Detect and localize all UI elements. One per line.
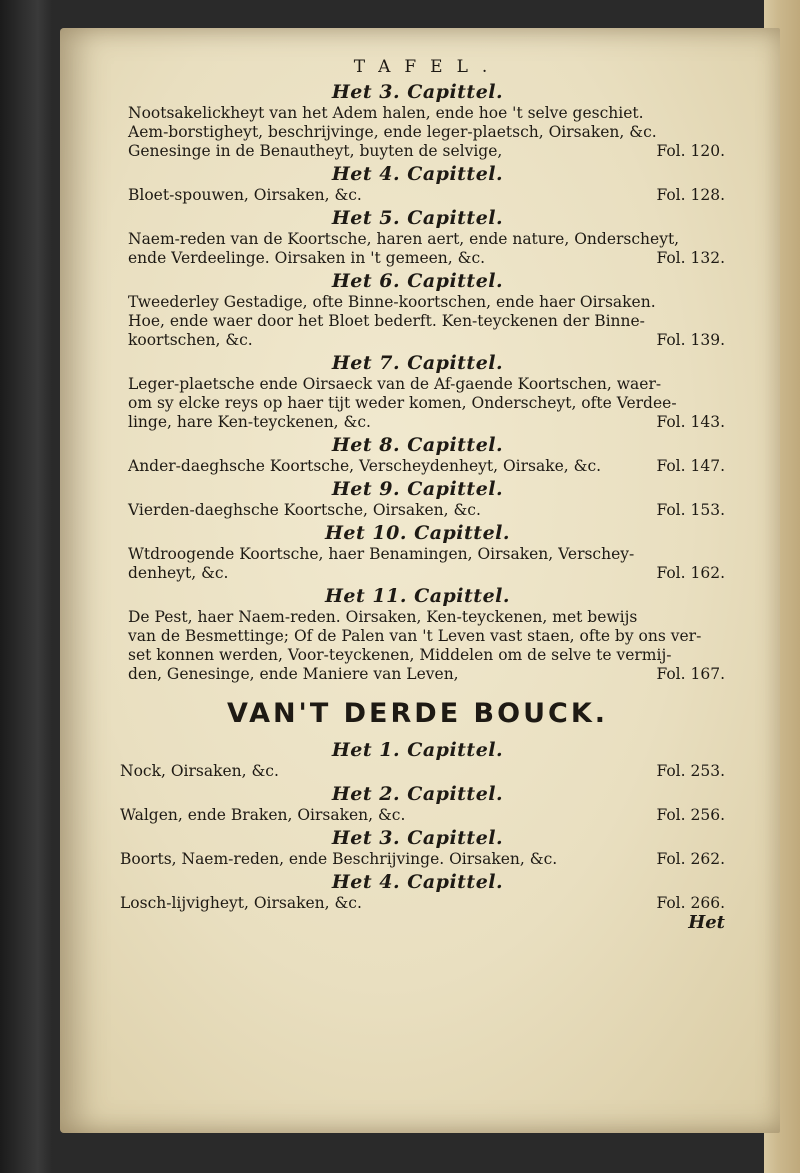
entry-line: De Pest, haer Naem-reden. Oirsaken, Ken-teyckenen, met bewijs	[128, 608, 638, 626]
chapter-heading: Het 6. Capittel.	[331, 270, 504, 292]
entry-line: ende Verdeelinge. Oirsaken in 't gemeen, &c.	[128, 249, 486, 267]
chapter-entry	[110, 608, 725, 684]
folio-number: Fol. 266.	[656, 894, 725, 912]
book-heading: VAN'T DERDE BOUCK.	[227, 698, 608, 729]
folio-number: Fol. 143.	[656, 413, 725, 431]
chapter-heading: Het 8. Capittel.	[331, 434, 504, 456]
entry-line: Vierden-daeghsche Koortsche, Oirsaken, &c.	[128, 501, 481, 519]
section-book-three	[110, 741, 725, 913]
chapter-entry	[110, 806, 725, 825]
chapter-heading: Het 3. Capittel.	[331, 827, 504, 849]
folio-number: Fol. 120.	[656, 142, 725, 160]
entry-line: set konnen werden, Voor-teyckenen, Middelen om de selve te vermij-	[128, 646, 672, 664]
entry-line: Aem-borstigheyt, beschrijvinge, ende leger-plaetsch, Oirsaken, &c.	[128, 123, 657, 141]
folio-number: Fol. 153.	[656, 501, 725, 519]
chapter-heading: Het 5. Capittel.	[331, 207, 504, 229]
folio-number: Fol. 162.	[656, 564, 725, 582]
chapter-heading: Het 7. Capittel.	[331, 352, 504, 374]
chapter-heading: Het 3. Capittel.	[331, 81, 504, 103]
chapter-entry	[110, 545, 725, 583]
catchword: Het	[688, 912, 725, 933]
chapter-entry	[110, 850, 725, 869]
chapter-heading: Het 9. Capittel.	[331, 478, 504, 500]
chapter-heading: Het 11. Capittel.	[324, 585, 510, 607]
entry-line: Tweederley Gestadige, ofte Binne-koortschen, ende haer Oirsaken.	[128, 293, 656, 311]
folio-number: Fol. 253.	[656, 762, 725, 780]
entry-line: denheyt, &c.	[128, 564, 229, 582]
entry-line: van de Besmettinge; Of de Palen van 't Leven vast staen, ofte by ons ver-	[128, 627, 702, 645]
entry-line: Ander-daeghsche Koortsche, Verscheydenheyt, Oirsake, &c.	[128, 457, 602, 475]
folio-number: Fol. 139.	[656, 331, 725, 349]
entry-line: Genesinge in de Benautheyt, buyten de selvige,	[128, 142, 503, 160]
entry-text: Boorts, Naem-reden, ende Beschrijvinge. Oirsaken, &c.	[120, 850, 558, 868]
chapter-heading: Het 1. Capittel.	[331, 739, 504, 761]
entry-text: Losch-lijvigheyt, Oirsaken, &c.	[120, 894, 362, 912]
page-content	[110, 58, 725, 932]
folio-number: Fol. 262.	[656, 850, 725, 868]
chapter-entry	[110, 457, 725, 476]
chapter-entry	[110, 104, 725, 161]
entry-line: Wtdroogende Koortsche, haer Benamingen, Oirsaken, Verschey-	[128, 545, 635, 563]
folio-number: Fol. 147.	[656, 457, 725, 475]
chapter-entry	[110, 501, 725, 520]
entry-line: om sy elcke reys op haer tijt weder komen, Onderscheyt, ofte Verdee-	[128, 394, 677, 412]
chapter-entry	[110, 894, 725, 913]
entry-line: linge, hare Ken-teyckenen, &c.	[128, 413, 371, 431]
chapter-entry	[110, 230, 725, 268]
chapter-heading: Het 10. Capittel.	[324, 522, 510, 544]
folio-number: Fol. 256.	[656, 806, 725, 824]
folio-number: Fol. 167.	[656, 665, 725, 683]
chapter-heading: Het 4. Capittel.	[331, 163, 504, 185]
entry-line: den, Genesinge, ende Maniere van Leven,	[128, 665, 459, 683]
running-head: TAFEL.	[353, 57, 502, 77]
entry-line: Leger-plaetsche ende Oirsaeck van de Af-gaende Koortschen, waer-	[128, 375, 662, 393]
entry-line: Naem-reden van de Koortsche, haren aert, ende nature, Onderscheyt,	[128, 230, 680, 248]
chapter-heading: Het 4. Capittel.	[331, 871, 504, 893]
entry-text: Nock, Oirsaken, &c.	[120, 762, 279, 780]
entry-line: Nootsakelickheyt van het Adem halen, ende hoe 't selve geschiet.	[128, 104, 644, 122]
section-book-two	[110, 83, 725, 684]
chapter-entry	[110, 375, 725, 432]
entry-line: Hoe, ende waer door het Bloet bederft. Ken-teyckenen der Binne-	[128, 312, 645, 330]
chapter-entry	[110, 186, 725, 205]
entry-line: koortschen, &c.	[128, 331, 253, 349]
chapter-entry	[110, 293, 725, 350]
chapter-heading: Het 2. Capittel.	[331, 783, 504, 805]
entry-line: Bloet-spouwen, Oirsaken, &c.	[128, 186, 362, 204]
folio-number: Fol. 128.	[656, 186, 725, 204]
folio-number: Fol. 132.	[656, 249, 725, 267]
entry-text: Walgen, ende Braken, Oirsaken, &c.	[120, 806, 406, 824]
chapter-entry	[110, 762, 725, 781]
